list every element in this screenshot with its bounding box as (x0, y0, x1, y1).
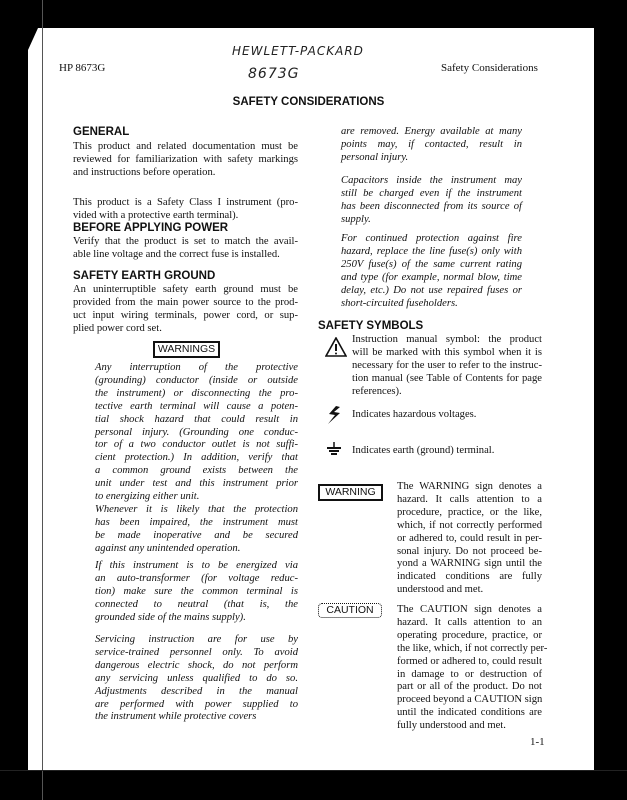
text-line: short-circuited fuseholders. (341, 297, 458, 309)
text-line: An uninterruptible safety earth ground must be (73, 284, 298, 295)
text-line: Any interruption of the protective (95, 362, 298, 373)
text-line: indicated conditions are fully (397, 571, 542, 583)
text-line: reviewed for familiarization with safety markings (73, 153, 298, 165)
warning-paragraph-removed (341, 126, 522, 165)
text-line: provided from the main power source to the prod- (73, 296, 298, 308)
text-line: understood and met. (397, 584, 484, 596)
text-line: Servicing instruction are for use by (95, 634, 298, 645)
text-line: any servicing unless qualified to do so. (95, 672, 298, 684)
text-line: in damage to or destruction of (397, 668, 542, 680)
page-title: SAFETY CONSIDERATIONS (232, 96, 385, 108)
caution-sign: CAUTION (318, 603, 382, 618)
paragraph-ground (73, 284, 298, 336)
text-line: hazard. It calls attention to an (397, 616, 542, 628)
symbol-voltage-description (352, 409, 542, 422)
text-line: the like, which, if not correctly per- (397, 642, 548, 654)
text-line: tion) make sure the common terminal is (95, 585, 298, 597)
text-line: or adhered to, could result in per- (397, 532, 542, 544)
warning-paragraph-fuses (341, 233, 522, 310)
text-line: vided with a protective earth terminal). (73, 209, 239, 221)
text-line: The WARNING sign denotes a (397, 481, 542, 492)
text-line: operating procedure, practice, or (397, 629, 542, 641)
warning-paragraph-servicing (95, 634, 298, 724)
text-line: unit under test and this instrument prior (95, 478, 298, 490)
text-line: the instrument) or disconnecting the pro- (95, 387, 298, 399)
text-line: plied power cord set. (73, 322, 162, 334)
text-line: part or all of the product. Do not (397, 681, 542, 693)
text-line: personal injury. (Grounding one conduc- (95, 426, 298, 438)
text-line: 250V fuse(s) of the same current rating (341, 258, 522, 270)
handwritten-manufacturer: HEWLETT-PACKARD (232, 44, 364, 58)
model-number: HP 8673G (59, 62, 106, 74)
text-line: Capacitors inside the instrument may (341, 175, 522, 186)
heading-before-applying-power: BEFORE APPLYING POWER (73, 222, 229, 234)
text-line: are removed. Energy available at many (341, 126, 522, 137)
caution-sign-description (397, 604, 548, 733)
scan-edge (0, 770, 627, 771)
text-line: an auto-transformer (for voltage reduc- (95, 572, 298, 584)
text-line: hazard, replace the line fuse(s) only with (341, 245, 522, 257)
earth-ground-icon (326, 442, 342, 456)
text-line: (grounding) conductor (inside or outside (95, 374, 298, 386)
warning-paragraph-capacitors (341, 175, 522, 227)
warning-sign-description (397, 481, 542, 597)
text-line: uct input wiring terminals, power cord, or sup- (73, 309, 298, 321)
text-line: personal injury. (341, 151, 409, 163)
paragraph-general-2 (73, 197, 298, 223)
text-line: until the indicated conditions are (397, 707, 542, 719)
text-line: Indicates hazardous voltages. (352, 409, 477, 420)
text-line: has been impaired, the instrument must (95, 516, 298, 528)
instruction-manual-warning-icon (325, 337, 347, 357)
text-line: dangerous electric shock, do not perform (95, 659, 298, 671)
text-line: procedure, practice, or the like, (397, 506, 542, 518)
text-line: are performed with power supplied to (95, 698, 298, 710)
text-line: fully understood and met. (397, 720, 506, 732)
text-line: cient protection.) In addition, verify that (95, 452, 298, 464)
heading-safety-symbols: SAFETY SYMBOLS (318, 320, 424, 332)
page-number: 1-1 (530, 736, 545, 748)
text-line: Whenever it is likely that the protection (95, 504, 298, 515)
text-line: a common ground exists between the (95, 465, 298, 477)
section-name: Safety Considerations (441, 62, 538, 74)
text-line: points may, if contacted, result in (341, 138, 522, 150)
heading-general: GENERAL (73, 126, 130, 138)
text-line: connected to neutral (that is, the (95, 598, 298, 610)
text-line: able line voltage and the correct fuse is installed. (73, 248, 280, 260)
text-line: still be charged even if the instrument (341, 187, 522, 199)
text-line: tial shock hazard that could result in (95, 413, 298, 425)
text-line: The CAUTION sign denotes a (397, 604, 542, 615)
text-line: Instruction manual symbol: the product (352, 334, 542, 345)
text-line: tion manual (see Table of Contents for page (352, 372, 542, 384)
text-line: which, if not correctly performed (397, 519, 542, 531)
handwritten-model: 8673G (248, 66, 300, 82)
paragraph-general-1 (73, 141, 298, 180)
text-line: against any unintended operation. (95, 542, 241, 554)
text-line: proceed beyond a CAUTION sign (397, 694, 543, 706)
text-line: This product is a Safety Class I instrument (pro- (73, 197, 298, 208)
text-line: and instructions before operation. (73, 166, 216, 178)
text-line: to energizing either unit. (95, 491, 200, 503)
text-line: Adjustments described in the manual (95, 685, 298, 697)
text-line: formed or adhered to, could result (397, 655, 542, 667)
symbol-earth-description (352, 445, 542, 458)
text-line: If this instrument is to be energized via (95, 560, 298, 571)
symbol-manual-description (352, 334, 542, 399)
text-line: has been disconnected from its source of (341, 200, 522, 212)
scan-line (42, 0, 43, 800)
text-line: necessary for the user to refer to the instruc- (352, 359, 542, 371)
page-corner (28, 28, 38, 50)
paragraph-power (73, 236, 298, 262)
text-line: references). (352, 385, 402, 397)
text-line: delay, etc.) Do not use repaired fuses or (341, 284, 522, 296)
text-line: hazard. It calls attention to a (397, 493, 542, 505)
text-line: the instrument while protective covers (95, 711, 257, 723)
text-line: and type (for example, normal blow, time (341, 271, 522, 283)
text-line: will be marked with this symbol when it is (352, 346, 542, 358)
text-line: This product and related documentation must be (73, 141, 298, 152)
text-line: yond a WARNING sign until the (397, 558, 542, 570)
heading-safety-earth-ground: SAFETY EARTH GROUND (73, 270, 216, 282)
hazardous-voltage-icon (326, 405, 342, 425)
text-line: Indicates earth (ground) terminal. (352, 445, 495, 456)
text-line: tective earth terminal will cause a poten- (95, 400, 298, 412)
warning-paragraph-impaired (95, 504, 298, 556)
text-line: service-trained personnel only. To avoid (95, 646, 298, 658)
warning-paragraph-grounding (95, 362, 298, 504)
warnings-sign: WARNINGS (153, 341, 220, 358)
text-line: sonal injury. Do not proceed be- (397, 545, 542, 557)
warning-paragraph-autotransformer (95, 560, 298, 625)
text-line: grounded side of the mains supply). (95, 611, 246, 623)
text-line: be made inoperative and be secured (95, 529, 298, 541)
warning-sign: WARNING (318, 484, 383, 501)
text-line: supply. (341, 213, 371, 225)
text-line: Verify that the product is set to match the avail- (73, 236, 298, 247)
text-line: tor of a two conductor outlet is not suffi- (95, 439, 298, 451)
text-line: For continued protection against fire (341, 233, 522, 244)
